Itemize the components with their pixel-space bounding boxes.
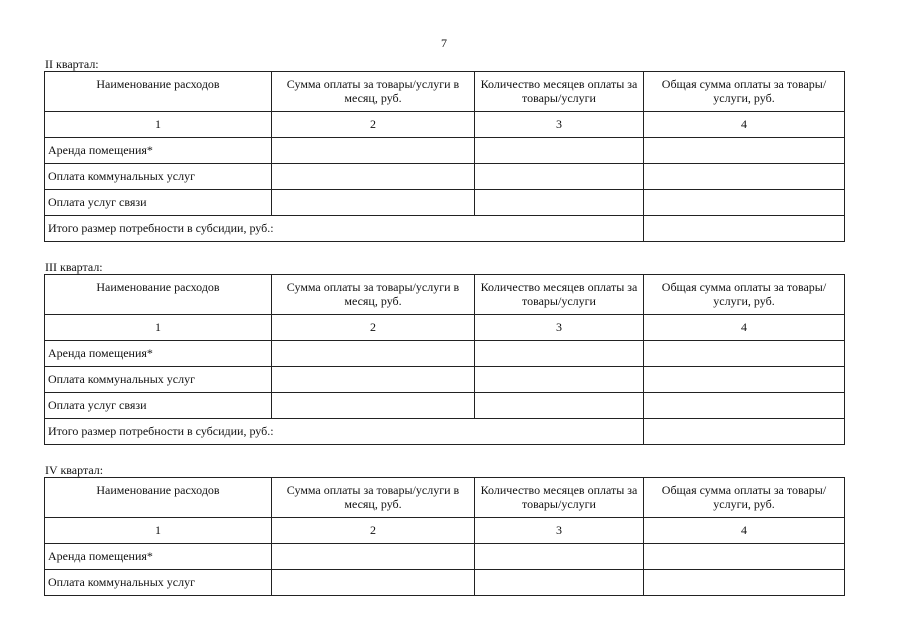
monthly-sum-cell[interactable]	[272, 164, 475, 190]
months-count-cell[interactable]	[475, 164, 644, 190]
total-sum-cell[interactable]	[644, 570, 845, 596]
total-sum-cell[interactable]	[644, 367, 845, 393]
column-number-row	[45, 315, 845, 341]
months-count-cell[interactable]	[475, 570, 644, 596]
months-count-cell[interactable]	[475, 341, 644, 367]
expense-name-cell: Оплата коммунальных услуг	[45, 367, 272, 393]
table-header-row	[45, 275, 845, 315]
monthly-sum-cell[interactable]	[272, 393, 475, 419]
total-value-cell[interactable]	[644, 419, 845, 445]
total-row	[45, 419, 845, 445]
header-expense-name: Наименование расходов	[45, 478, 272, 518]
header-expense-name: Наименование расходов	[45, 275, 272, 315]
table-row	[45, 190, 845, 216]
total-row	[45, 216, 845, 242]
table-row	[45, 164, 845, 190]
header-total-sum: Общая сумма оплаты за товары/услуги, руб.	[644, 478, 845, 518]
expense-name-cell: Оплата коммунальных услуг	[45, 570, 272, 596]
header-total-sum: Общая сумма оплаты за товары/услуги, руб.	[644, 72, 845, 112]
header-months-count: Количество месяцев оплаты за товары/услуги	[475, 478, 644, 518]
months-count-cell[interactable]	[475, 138, 644, 164]
monthly-sum-cell[interactable]	[272, 544, 475, 570]
expense-table-q3	[44, 274, 845, 445]
column-number: 4	[644, 112, 845, 138]
total-sum-cell[interactable]	[644, 190, 845, 216]
table-row	[45, 570, 845, 596]
column-number: 2	[272, 315, 475, 341]
section-label-q4: IV квартал:	[45, 463, 104, 477]
table-row	[45, 544, 845, 570]
column-number: 4	[644, 518, 845, 544]
column-number: 3	[475, 112, 644, 138]
table-row	[45, 393, 845, 419]
expense-name-cell: Аренда помещения*	[45, 544, 272, 570]
column-number: 2	[272, 518, 475, 544]
total-label: Итого размер потребности в субсидии, руб.:	[45, 419, 644, 445]
header-months-count: Количество месяцев оплаты за товары/услуги	[475, 72, 644, 112]
header-expense-name: Наименование расходов	[45, 72, 272, 112]
total-sum-cell[interactable]	[644, 341, 845, 367]
table-row	[45, 367, 845, 393]
column-number-row	[45, 518, 845, 544]
expense-name-cell: Аренда помещения*	[45, 138, 272, 164]
header-monthly-sum: Сумма оплаты за товары/услуги в месяц, руб.	[272, 72, 475, 112]
expense-table-q2	[44, 71, 845, 242]
table-row	[45, 138, 845, 164]
column-number-row	[45, 112, 845, 138]
column-number: 1	[45, 112, 272, 138]
expense-name-cell: Оплата услуг связи	[45, 190, 272, 216]
header-months-count: Количество месяцев оплаты за товары/услуги	[475, 275, 644, 315]
column-number: 1	[45, 315, 272, 341]
table-header-row	[45, 72, 845, 112]
months-count-cell[interactable]	[475, 393, 644, 419]
column-number: 1	[45, 518, 272, 544]
total-sum-cell[interactable]	[644, 544, 845, 570]
monthly-sum-cell[interactable]	[272, 190, 475, 216]
months-count-cell[interactable]	[475, 544, 644, 570]
expense-name-cell: Оплата коммунальных услуг	[45, 164, 272, 190]
table-row	[45, 341, 845, 367]
table-header-row	[45, 478, 845, 518]
total-sum-cell[interactable]	[644, 393, 845, 419]
column-number: 3	[475, 518, 644, 544]
monthly-sum-cell[interactable]	[272, 367, 475, 393]
column-number: 3	[475, 315, 644, 341]
column-number: 4	[644, 315, 845, 341]
total-value-cell[interactable]	[644, 216, 845, 242]
section-label-q2: II квартал:	[45, 57, 99, 71]
header-monthly-sum: Сумма оплаты за товары/услуги в месяц, руб.	[272, 478, 475, 518]
total-label: Итого размер потребности в субсидии, руб.:	[45, 216, 644, 242]
section-label-q3: III квартал:	[45, 260, 103, 274]
page-number: 7	[441, 36, 447, 50]
total-sum-cell[interactable]	[644, 138, 845, 164]
header-monthly-sum: Сумма оплаты за товары/услуги в месяц, руб.	[272, 275, 475, 315]
column-number: 2	[272, 112, 475, 138]
total-sum-cell[interactable]	[644, 164, 845, 190]
months-count-cell[interactable]	[475, 367, 644, 393]
months-count-cell[interactable]	[475, 190, 644, 216]
monthly-sum-cell[interactable]	[272, 138, 475, 164]
expense-name-cell: Аренда помещения*	[45, 341, 272, 367]
monthly-sum-cell[interactable]	[272, 570, 475, 596]
monthly-sum-cell[interactable]	[272, 341, 475, 367]
expense-table-q4	[44, 477, 845, 596]
header-total-sum: Общая сумма оплаты за товары/услуги, руб.	[644, 275, 845, 315]
expense-name-cell: Оплата услуг связи	[45, 393, 272, 419]
